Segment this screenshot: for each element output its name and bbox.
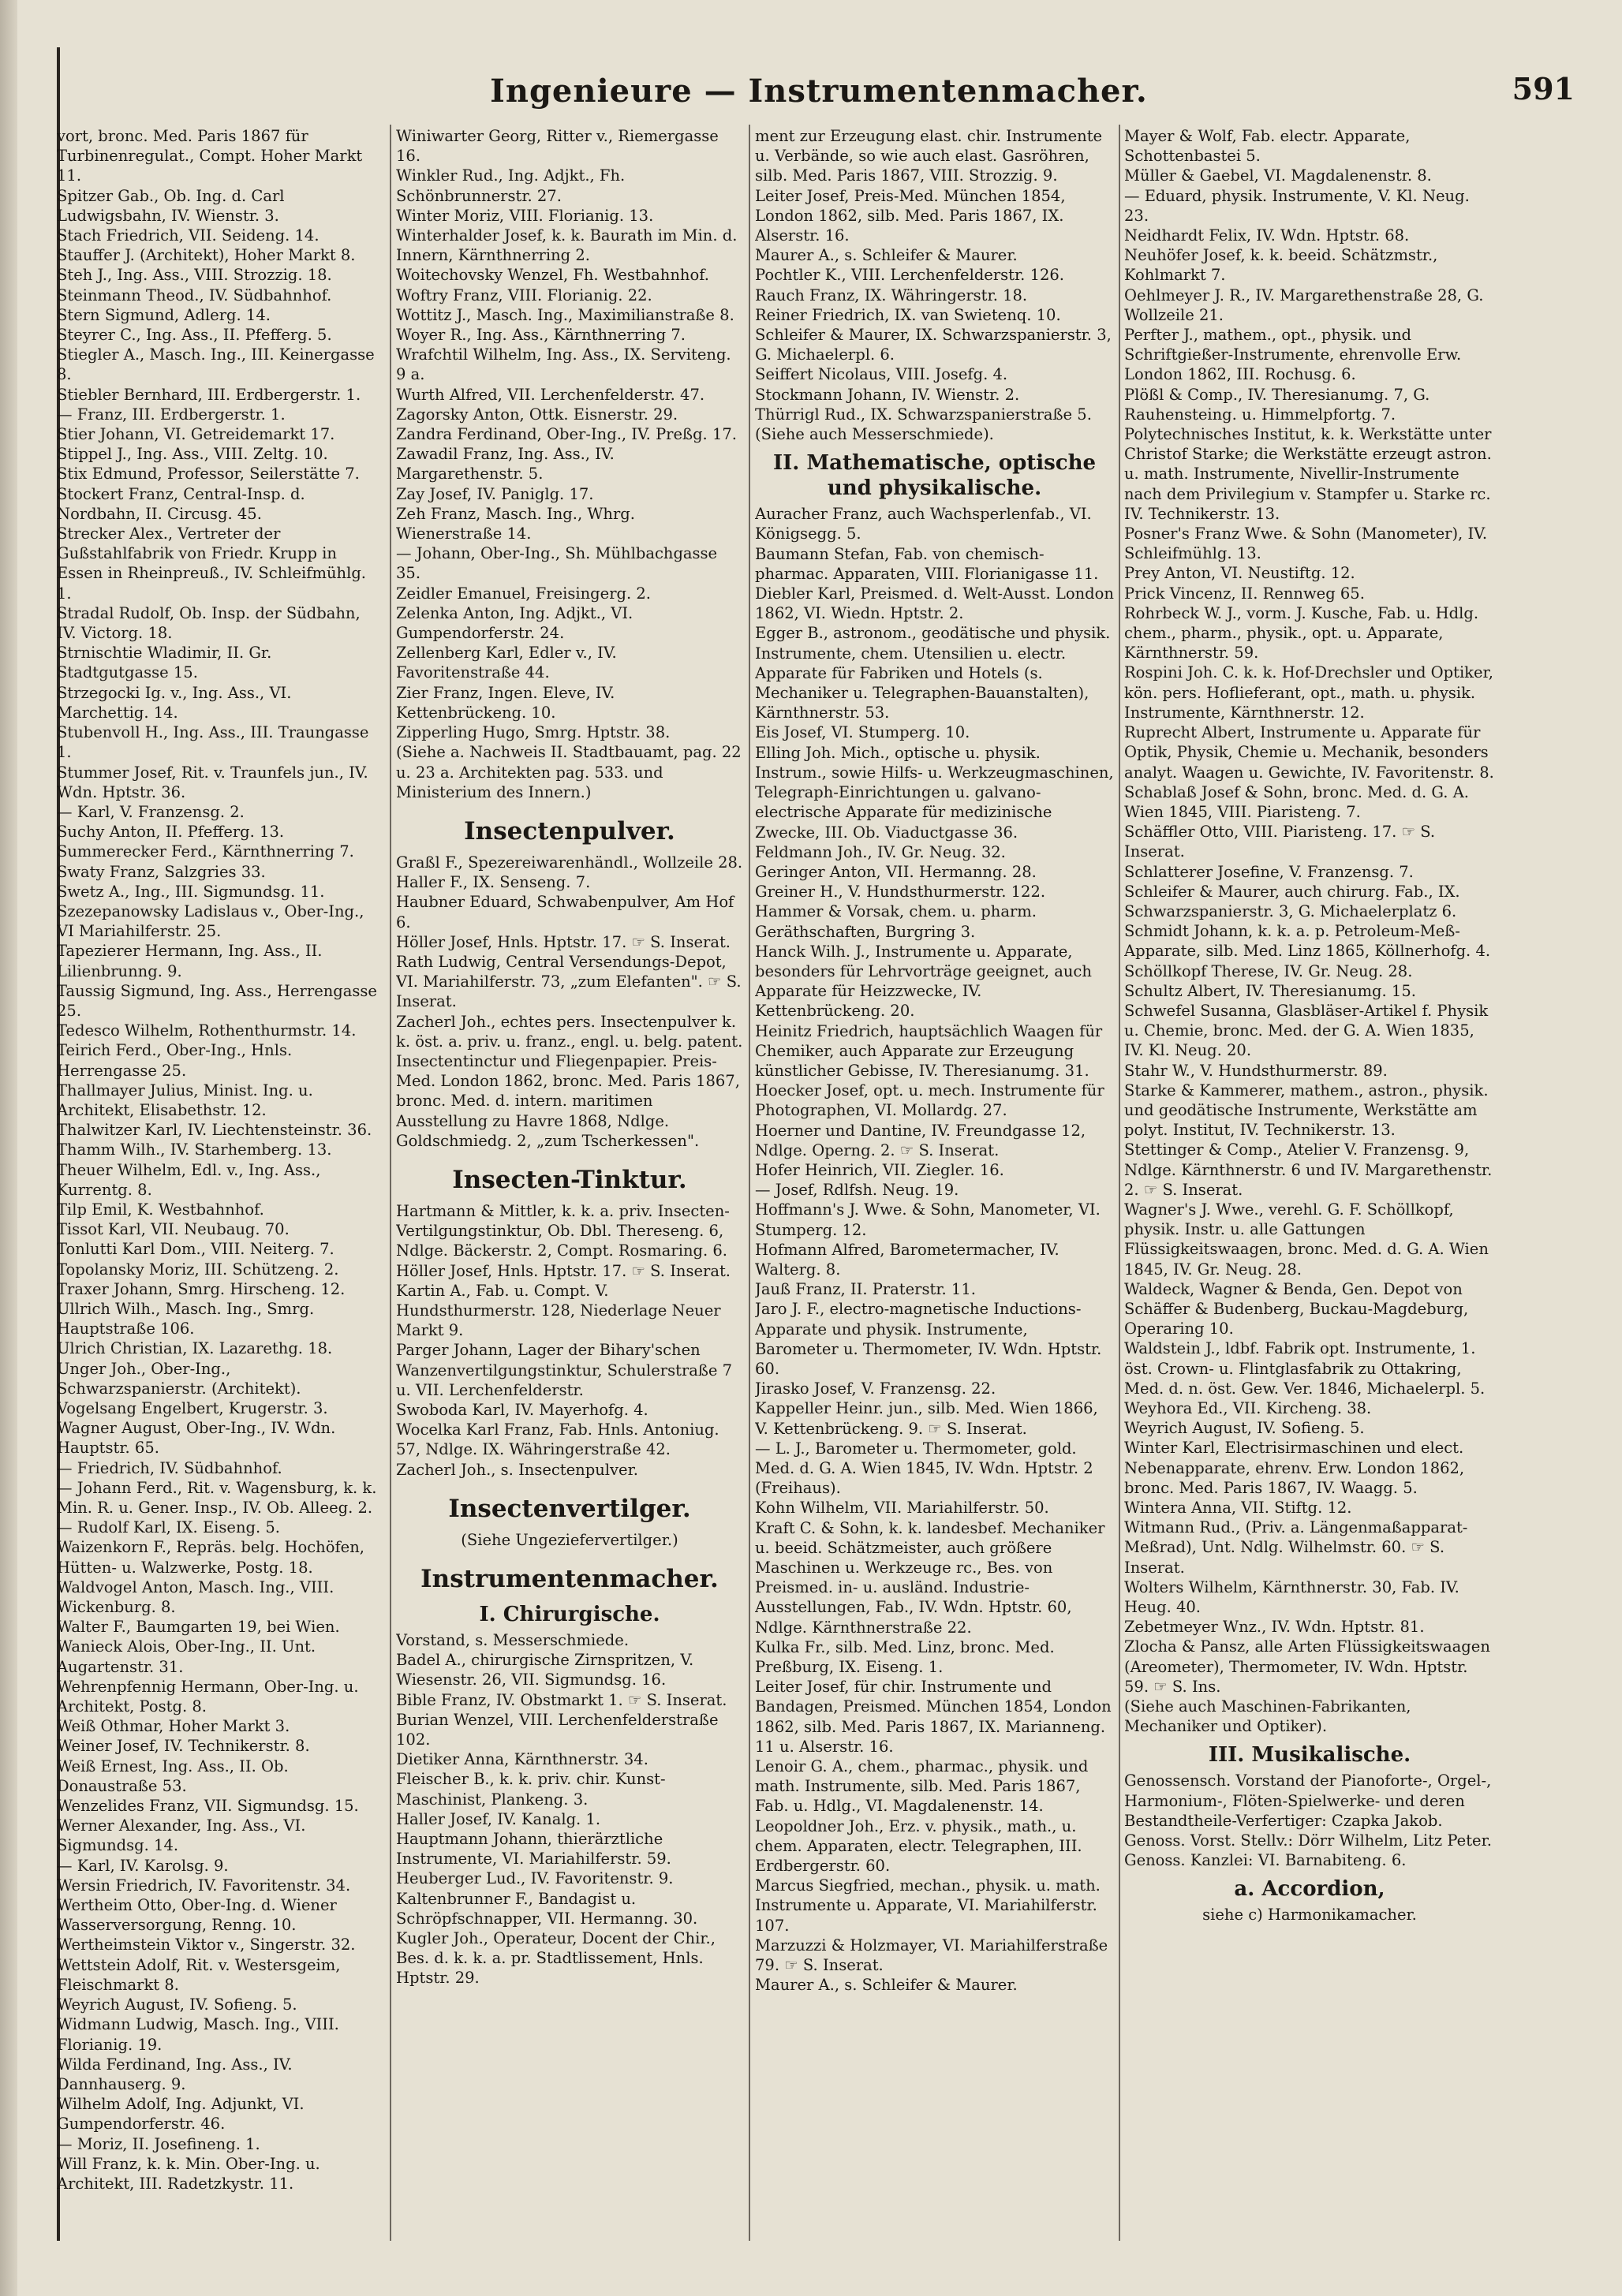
directory-entry: Werner Alexander, Ing. Ass., VI. Sigmundsg. 14. xyxy=(57,1816,306,1855)
directory-entry: Maurer A., s. Schleifer & Maurer. xyxy=(755,1976,1018,1995)
directory-entry: Kappeller Heinr. jun., silb. Med. Wien 1866, V. Kettenbrückeng. 9. ☞ S. Inserat. xyxy=(755,1399,1098,1438)
directory-entry: Summerecker Ferd., Kärnthnerring 7. xyxy=(57,842,354,861)
directory-entry: Winter Karl, Electrisirmaschinen und elect. Nebenapparate, ehrenv. Erw. London 1862, bronc. Med. Paris 1867, IV. Waagg. 5. xyxy=(1124,1439,1465,1497)
directory-entry: Neuhöfer Josef, k. k. beeid. Schätzmstr., Kohlmarkt 7. xyxy=(1124,246,1438,285)
directory-entry: Thamm Wilh., IV. Starhemberg. 13. xyxy=(57,1141,332,1159)
directory-entry: Zacherl Joh., s. Insectenpulver. xyxy=(396,1460,638,1479)
directory-entry: Oehlmeyer J. R., IV. Margarethenstraße 28, G. Wollzeile 21. xyxy=(1124,286,1484,324)
directory-entry: Strzegocki Ig. v., Ing. Ass., VI. Marchettig. 14. xyxy=(57,683,292,722)
directory-entry: Weyrich August, IV. Sofieng. 5. xyxy=(1124,1419,1365,1438)
directory-entry: Kulka Fr., silb. Med. Linz, bronc. Med. Preßburg, IX. Eiseng. 1. xyxy=(755,1637,1055,1677)
directory-entry: Zacherl Joh., echtes pers. Insectenpulver k. k. öst. a. priv. u. franz., engl. u. belg. patent. Insectentinctur und Fliegenpapier. Preis-Med. London 1862, bronc. Med. Paris 1867, bronc. Med. d. intern. maritimen Ausstellung zu Havre 1868, Ndlge. Goldschmiedg. 2, „zum Tscherkessen". xyxy=(396,1012,743,1150)
directory-entry: Wertheim Otto, Ober-Ing. d. Wiener Wasserversorgung, Renng. 10. xyxy=(57,1896,337,1935)
directory-entry: Hammer & Vorsak, chem. u. pharm. Geräthschaften, Burgring 3. xyxy=(755,902,1037,941)
directory-entry: Egger B., astronom., geodätische und physik. Instrumente, chem. Utensilien u. electr. Apparate für Fabriken und Hotels (s. Mechaniker u. Telegraphen-Bauanstalten), Kärnthnerstr. 53. xyxy=(755,624,1111,722)
directory-entry: Neidhardt Felix, IV. Wdn. Hptstr. 68. xyxy=(1124,226,1410,245)
directory-entry: Ulrich Christian, IX. Lazarethg. 18. xyxy=(57,1339,333,1358)
directory-entry: Tedesco Wilhelm, Rothenthurmstr. 14. xyxy=(57,1021,357,1040)
directory-entry: Rauch Franz, IX. Währingerstr. 18. xyxy=(755,286,1028,304)
subsection-heading-chirurgische: I. Chirurgische. xyxy=(479,1603,660,1626)
cross-reference-note: (Siehe Ungeziefervertilger.) xyxy=(461,1530,678,1549)
directory-entry: Ruprecht Albert, Instrumente u. Apparate für Optik, Physik, Chemie u. Mechanik, besonders analyt. Waagen u. Gewichte, IV. Favoritenstr. 8. xyxy=(1124,723,1494,782)
directory-entry: Waizenkorn F., Repräs. belg. Hochöfen, Hütten- u. Walzwerke, Postg. 18. xyxy=(57,1538,364,1577)
directory-entry: Stradal Rudolf, Ob. Insp. der Südbahn, IV. Victorg. 18. xyxy=(57,603,361,643)
directory-entry: Tapezierer Hermann, Ing. Ass., II. Lilienbrunng. 9. xyxy=(57,942,323,980)
directory-entry: Woitechovsky Wenzel, Fh. Westbahnhof. xyxy=(396,266,709,285)
directory-entry: ment zur Erzeugung elast. chir. Instrumente u. Verbände, so wie auch elast. Gasröhren, silb. Med. Paris 1867, VIII. Strozzig. 9. xyxy=(755,127,1103,185)
directory-entry: Mayer & Wolf, Fab. electr. Apparate, Schottenbastei 5. xyxy=(1124,127,1411,166)
directory-entry: (Siehe auch Maschinen-Fabrikanten, Mechaniker und Optiker). xyxy=(1124,1697,1411,1736)
directory-entry: Geringer Anton, VII. Hermanng. 28. xyxy=(755,862,1037,881)
directory-entry: Waldstein J., ldbf. Fabrik opt. Instrumente, 1. öst. Crown- u. Flintglasfabrik zu Ottakring, Med. d. n. öst. Gew. Ver. 1846, Michaelerpl. 5. xyxy=(1124,1339,1486,1398)
directory-entry: Genoss. Kanzlei: VI. Barnabiteng. 6. xyxy=(1124,1851,1407,1870)
directory-entry: Eis Josef, VI. Stumperg. 10. xyxy=(755,723,970,742)
directory-entry: Stahr W., V. Hundsthurmerstr. 89. xyxy=(1124,1061,1388,1080)
directory-entry: Traxer Johann, Smrg. Hirscheng. 12. xyxy=(57,1279,346,1298)
directory-entry: Steyrer C., Ing. Ass., II. Pfefferg. 5. xyxy=(57,326,332,345)
page-header xyxy=(63,63,1575,118)
directory-entry: Haller Josef, IV. Kanalg. 1. xyxy=(396,1809,601,1828)
directory-entry: Wocelka Karl Franz, Fab. Hnls. Antoniug. 57, Ndlge. IX. Währingerstraße 42. xyxy=(396,1421,719,1459)
directory-entry: Badel A., chirurgische Zirnspritzen, V. Wiesenstr. 26, VII. Sigmundsg. 16. xyxy=(396,1651,694,1689)
directory-entry: Wettstein Adolf, Rit. v. Westersgeim, Fleischmarkt 8. xyxy=(57,1955,341,1994)
directory-entry: Witmann Rud., (Priv. a. Längenmaßapparat-Meßrad), Unt. Ndlg. Wilhelmstr. 60. ☞ S. Inserat. xyxy=(1124,1518,1468,1577)
directory-entry: Wurth Alfred, VII. Lerchenfelderstr. 47. xyxy=(396,385,705,404)
directory-entry: Maurer A., s. Schleifer & Maurer. xyxy=(755,246,1018,265)
directory-entry: Lenoir G. A., chem., pharmac., physik. und math. Instrumente, silb. Med. Paris 1867, Fab. u. Hdlg., VI. Magdalenenstr. 14. xyxy=(755,1757,1089,1816)
directory-entry: Genossensch. Vorstand der Pianoforte-, Orgel-, Harmonium-, Flöten-Spielwerke- und deren Bestandtheile-Verfertiger: Czapka Jakob. xyxy=(1124,1771,1492,1830)
directory-entry: Rohrbeck W. J., vorm. J. Kusche, Fab. u. Hdlg. chem., pharm., physik., opt. u. Apparate, Kärnthnerstr. 59. xyxy=(1124,603,1479,663)
directory-entry: Winterhalder Josef, k. k. Baurath im Min. d. Innern, Kärnthnerring 2. xyxy=(396,226,738,265)
directory-entry: Wenzelides Franz, VII. Sigmundsg. 15. xyxy=(57,1797,359,1816)
section-heading-insectenvertilger: Insectenvertilger. xyxy=(448,1494,691,1523)
directory-entry: Suchy Anton, II. Pfefferg. 13. xyxy=(57,823,285,842)
directory-entry: Elling Joh. Mich., optische u. physik. Instrum., sowie Hilfs- u. Werkzeugmaschinen, Telegraph-Einrichtungen u. galvano-electrische Apparate für medizinische Zwecke, III. Ob. Viaductgasse 36. xyxy=(755,743,1114,842)
directory-entry: Seiffert Nicolaus, VIII. Josefg. 4. xyxy=(755,365,1008,384)
directory-entry: — Rudolf Karl, IX. Eiseng. 5. xyxy=(57,1518,281,1537)
directory-entry: Woftry Franz, VIII. Florianig. 22. xyxy=(396,286,652,304)
directory-entry: Baumann Stefan, Fab. von chemisch-pharmac. Apparaten, VIII. Florianigasse 11. xyxy=(755,544,1099,583)
directory-entry: — Johann Ferd., Rit. v. Wagensburg, k. k. Min. R. u. Gener. Insp., IV. Ob. Alleeg. 2. xyxy=(57,1478,377,1518)
directory-entry: Stockmann Johann, IV. Wienstr. 2. xyxy=(755,385,1020,404)
directory-entry: Greiner H., V. Hundsthurmerstr. 122. xyxy=(755,883,1046,902)
directory-entry: — Eduard, physik. Instrumente, V. Kl. Neug. 23. xyxy=(1124,186,1470,225)
directory-entry: Zagorsky Anton, Ottk. Eisnerstr. 29. xyxy=(396,405,678,424)
directory-entry: — Friedrich, IV. Südbahnhof. xyxy=(57,1458,282,1477)
directory-entry: Starke & Kammerer, mathem., astron., physik. und geodätische Instrumente, Werkstätte am polyt. Institut, IV. Technikerstr. 13. xyxy=(1124,1081,1489,1140)
directory-entry: Auracher Franz, auch Wachsperlenfab., VI. Königsegg. 5. xyxy=(755,505,1092,543)
directory-entry: Hoerner und Dantine, IV. Freundgasse 12, Ndlge. Operng. 2. ☞ S. Inserat. xyxy=(755,1121,1086,1159)
directory-entry: Waldeck, Wagner & Benda, Gen. Depot von Schäffer & Budenberg, Buckau-Magdeburg, Operaring 10. xyxy=(1124,1279,1469,1338)
directory-entry: Schablaß Josef & Sohn, bronc. Med. d. G. A. Wien 1845, VIII. Piaristeng. 7. xyxy=(1124,782,1469,821)
directory-entry: Weyrich August, IV. Sofieng. 5. xyxy=(57,1995,297,2014)
section-heading-insecten-tinktur: Insecten-Tinktur. xyxy=(452,1165,687,1194)
entry-list xyxy=(755,126,1114,444)
directory-entry: Jirasko Josef, V. Franzensg. 22. xyxy=(755,1379,996,1398)
directory-entry: Zay Josef, IV. Paniglg. 17. xyxy=(396,484,594,503)
subsection-heading-musikalische: III. Musikalische. xyxy=(1208,1743,1411,1768)
directory-entry: Heuberger Lud., IV. Favoritenstr. 9. xyxy=(396,1869,674,1888)
directory-entry: Schäffler Otto, VIII. Piaristeng. 17. ☞ S. Inserat. xyxy=(1124,823,1436,861)
directory-entry: Wagner's J. Wwe., verehl. G. F. Schöllkopf, physik. Instr. u. alle Gattungen Flüssigkeitswaagen, bronc. Med. d. G. A. Wien 1845, IV. Gr. Neug. 28. xyxy=(1124,1200,1489,1279)
directory-entry: Zandra Ferdinand, Ober-Ing., IV. Preßg. 17. xyxy=(396,425,737,444)
directory-entry: Weyhora Ed., VII. Kircheng. 38. xyxy=(1124,1399,1372,1417)
directory-entry: Rospini Joh. C. k. k. Hof-Drechsler und Optiker, kön. pers. Hoflieferant, opt., math. u. physik. Instrumente, Kärnthnerstr. 12. xyxy=(1124,663,1493,722)
directory-entry: Prey Anton, VI. Neustiftg. 12. xyxy=(1124,564,1355,583)
directory-entry: Widmann Ludwig, Masch. Ing., VIII. Florianig. 19. xyxy=(57,2015,339,2054)
directory-entry: Wertheimstein Viktor v., Singerstr. 32. xyxy=(57,1936,356,1954)
directory-entry: Spitzer Gab., Ob. Ing. d. Carl Ludwigsbahn, IV. Wienstr. 3. xyxy=(57,186,285,225)
column-divider xyxy=(390,125,391,2241)
directory-entry: Höller Josef, Hnls. Hptstr. 17. ☞ S. Inserat. xyxy=(396,932,731,951)
directory-entry: Dietiker Anna, Kärnthnerstr. 34. xyxy=(396,1750,648,1769)
directory-entry: Wersin Friedrich, IV. Favoritenstr. 34. xyxy=(57,1876,351,1895)
directory-entry: Walter F., Baumgarten 19, bei Wien. xyxy=(57,1618,340,1637)
entry-list xyxy=(396,126,743,802)
cross-reference-note: siehe c) Harmonikamacher. xyxy=(1202,1906,1417,1925)
directory-entry: Wintera Anna, VII. Stiftg. 12. xyxy=(1124,1499,1352,1518)
directory-entry: Polytechnisches Institut, k. k. Werkstätte unter Christof Starke; die Werkstätte erzeugt astron. u. math. Instrumente, Nivellir-Instrumente nach dem Privilegium v. Stampfer u. Starke rc. IV. Technikerstr. 13. xyxy=(1124,425,1492,523)
directory-entry: Wottitz J., Masch. Ing., Maximilianstraße 8. xyxy=(396,305,734,324)
directory-entry: Leiter Josef, Preis-Med. München 1854, London 1862, silb. Med. Paris 1867, IX. Alserstr. 16. xyxy=(755,186,1066,245)
directory-entry: Zier Franz, Ingen. Eleve, IV. Kettenbrückeng. 10. xyxy=(396,683,615,722)
directory-entry: — Karl, IV. Karolsg. 9. xyxy=(57,1856,229,1875)
directory-entry: Teirich Ferd., Ober-Ing., Hnls. Herrengasse 25. xyxy=(57,1041,293,1080)
directory-entry: Steh J., Ing. Ass., VIII. Strozzig. 18. xyxy=(57,266,332,285)
directory-entry: Waldvogel Anton, Masch. Ing., VIII. Wickenburg. 8. xyxy=(57,1577,334,1617)
directory-entry: Topolansky Moriz, III. Schützeng. 2. xyxy=(57,1260,339,1279)
directory-entry: Wolters Wilhelm, Kärnthnerstr. 30, Fab. IV. Heug. 40. xyxy=(1124,1577,1459,1617)
directory-entry: Marcus Siegfried, mechan., physik. u. math. Instrumente u. Apparate, VI. Mariahilferstr. 107. xyxy=(755,1876,1101,1935)
directory-entry: Kaltenbrunner F., Bandagist u. Schröpfschnapper, VII. Hermanng. 30. xyxy=(396,1889,698,1928)
directory-entry: Schleifer & Maurer, auch chirurg. Fab., IX. Schwarzspanierstr. 3, G. Michaelerplatz 6. xyxy=(1124,882,1460,920)
directory-entry: Leiter Josef, für chir. Instrumente und Bandagen, Preismed. München 1854, London 1862, silb. Med. Paris 1867, IX. Marianneng. 11 u. Alserstr. 16. xyxy=(755,1678,1112,1756)
column-2 xyxy=(396,126,743,1988)
directory-entry: Stubenvoll H., Ing. Ass., III. Traungasse 1. xyxy=(57,723,369,762)
directory-entry: Szezepanowsky Ladislaus v., Ober-Ing., VI Mariahilferstr. 25. xyxy=(57,902,364,941)
directory-entry: Hofmann Alfred, Barometermacher, IV. Walterg. 8. xyxy=(755,1240,1060,1279)
directory-entry: — Josef, Rdlfsh. Neug. 19. xyxy=(755,1181,959,1200)
entry-list xyxy=(1124,126,1495,1736)
directory-entry: Vogelsang Engelbert, Krugerstr. 3. xyxy=(57,1399,328,1417)
directory-entry: Tissot Karl, VII. Neubaug. 70. xyxy=(57,1220,290,1239)
directory-entry: Zebetmeyer Wnz., IV. Wdn. Hptstr. 81. xyxy=(1124,1618,1425,1637)
directory-entry: Schultz Albert, IV. Theresianumg. 15. xyxy=(1124,981,1416,1000)
directory-entry: Marzuzzi & Holzmayer, VI. Mariahilferstraße 79. ☞ S. Inserat. xyxy=(755,1936,1108,1975)
entry-list xyxy=(396,1630,743,1988)
directory-entry: Wehrenpfennig Hermann, Ober-Ing. u. Architekt, Postg. 8. xyxy=(57,1677,359,1716)
column-divider xyxy=(1119,125,1120,2241)
directory-entry: Will Franz, k. k. Min. Ober-Ing. u. Architekt, III. Radetzkystr. 11. xyxy=(57,2154,320,2193)
directory-entry: Stippel J., Ing. Ass., VIII. Zeltg. 10. xyxy=(57,445,328,464)
directory-entry: Thürrigl Rud., IX. Schwarzspanierstraße 5. xyxy=(755,405,1092,424)
directory-entry: Swoboda Karl, IV. Mayerhofg. 4. xyxy=(396,1400,648,1419)
directory-entry: Haller F., IX. Senseng. 7. xyxy=(396,873,591,892)
directory-entry: Zipperling Hugo, Smrg. Hptstr. 38. xyxy=(396,723,671,742)
directory-entry: Ullrich Wilh., Masch. Ing., Smrg. Hauptstraße 106. xyxy=(57,1299,315,1338)
directory-entry: Heinitz Friedrich, hauptsächlich Waagen für Chemiker, auch Apparate zur Erzeugung künstlicher Gebisse, IV. Theresianumg. 31. xyxy=(755,1021,1103,1080)
directory-entry: Feldmann Joh., IV. Gr. Neug. 32. xyxy=(755,842,1006,861)
directory-entry: Weiner Josef, IV. Technikerstr. 8. xyxy=(57,1737,310,1756)
directory-entry: (Siehe a. Nachweis II. Stadtbauamt, pag. 22 u. 23 a. Architekten pag. 533. und Ministerium des Innern.) xyxy=(396,743,742,801)
directory-entry: Stauffer J. (Architekt), Hoher Markt 8. xyxy=(57,246,356,265)
directory-entry: (Siehe auch Messerschmiede). xyxy=(755,425,994,444)
page-number: 591 xyxy=(1512,71,1575,106)
directory-entry: Theuer Wilhelm, Edl. v., Ing. Ass., Kurrentg. 8. xyxy=(57,1160,321,1199)
directory-entry: Burian Wenzel, VIII. Lerchenfelderstraße 102. xyxy=(396,1710,719,1749)
directory-entry: Strnischtie Wladimir, II. Gr. Stadtgutgasse 15. xyxy=(57,644,272,682)
directory-entry: Stier Johann, VI. Getreidemarkt 17. xyxy=(57,425,335,444)
section-heading-instrumentenmacher: Instrumentenmacher. xyxy=(420,1565,719,1593)
directory-entry: Hoecker Josef, opt. u. mech. Instrumente für Photographen, VI. Mollardg. 27. xyxy=(755,1081,1104,1120)
directory-entry: Winiwarter Georg, Ritter v., Riemergasse 16. xyxy=(396,127,719,166)
directory-entry: Pochtler K., VIII. Lerchenfelderstr. 126. xyxy=(755,266,1064,285)
directory-entry: Leopoldner Joh., Erz. v. physik., math., u. chem. Apparaten, electr. Telegraphen, III. Erdbergerstr. 60. xyxy=(755,1816,1082,1876)
directory-entry: Stiegler A., Masch. Ing., III. Keinergasse 8. xyxy=(57,345,375,384)
directory-entry: Prick Vincenz, II. Rennweg 65. xyxy=(1124,584,1365,603)
directory-entry: Steinmann Theod., IV. Südbahnhof. xyxy=(57,286,332,304)
directory-entry: Höller Josef, Hnls. Hptstr. 17. ☞ S. Inserat. xyxy=(396,1261,731,1280)
column-1 xyxy=(57,126,384,2193)
directory-entry: Tonlutti Karl Dom., VIII. Neiterg. 7. xyxy=(57,1240,334,1259)
directory-entry: Weiß Ernest, Ing. Ass., II. Ob. Donaustraße 53. xyxy=(57,1757,289,1795)
directory-entry: Jaro J. F., electro-magnetische Inductions-Apparate und physik. Instrumente, Barometer u. Thermometer, IV. Wdn. Hptstr. 60. xyxy=(755,1300,1102,1378)
directory-entry: Rath Ludwig, Central Versendungs-Depot, VI. Mariahilferstr. 73, „zum Elefanten". ☞ S. Inserat. xyxy=(396,952,742,1011)
directory-entry: Stach Friedrich, VII. Seideng. 14. xyxy=(57,226,320,245)
directory-entry: Kartin A., Fab. u. Compt. V. Hundsthurmerstr. 128, Niederlage Neuer Markt 9. xyxy=(396,1281,721,1340)
directory-entry: Hoffmann's J. Wwe. & Sohn, Manometer, VI. Stumperg. 12. xyxy=(755,1200,1101,1239)
directory-entry: — Franz, III. Erdbergerstr. 1. xyxy=(57,405,286,424)
directory-entry: Tilp Emil, K. Westbahnhof. xyxy=(57,1200,264,1219)
directory-entry: Bible Franz, IV. Obstmarkt 1. ☞ S. Inserat. xyxy=(396,1690,727,1709)
directory-entry: Unger Joh., Ober-Ing., Schwarzspanierstr. (Architekt). xyxy=(57,1359,301,1398)
directory-entry: Stockert Franz, Central-Insp. d. Nordbahn, II. Circusg. 45. xyxy=(57,484,305,523)
directory-entry: Wanieck Alois, Ober-Ing., II. Unt. Augartenstr. 31. xyxy=(57,1637,316,1676)
directory-entry: Wagner August, Ober-Ing., IV. Wdn. Hauptstr. 65. xyxy=(57,1419,336,1458)
directory-entry: Stiebler Bernhard, III. Erdbergerstr. 1. xyxy=(57,385,361,404)
directory-entry: Kugler Joh., Operateur, Docent der Chir., Bes. d. k. k. a. pr. Stadtlissement, Hnls. Hptstr. 29. xyxy=(396,1929,716,1988)
directory-entry: — Karl, V. Franzensg. 2. xyxy=(57,802,245,821)
directory-entry: Zelenka Anton, Ing. Adjkt., VI. Gumpendorferstr. 24. xyxy=(396,603,633,643)
directory-entry: Zeh Franz, Masch. Ing., Whrg. Wienerstraße 14. xyxy=(396,504,635,543)
directory-entry: Posner's Franz Wwe. & Sohn (Manometer), IV. Schleifmühlg. 13. xyxy=(1124,525,1488,563)
directory-entry: — L. J., Barometer u. Thermometer, gold. Med. d. G. A. Wien 1845, IV. Wdn. Hptstr. 2 (Freihaus). xyxy=(755,1439,1093,1498)
directory-entry: Zellenberg Karl, Edler v., IV. Favoritenstraße 44. xyxy=(396,644,617,682)
directory-entry: Hanck Wilh. J., Instrumente u. Apparate, besonders für Lehrvorträge geeignet, auch Apparate für Heizzwecke, IV. Kettenbrückeng. 20. xyxy=(755,942,1092,1021)
column-4 xyxy=(1124,126,1495,1930)
directory-entry: Hauptmann Johann, thierärztliche Instrumente, VI. Mariahilferstr. 59. xyxy=(396,1830,671,1869)
directory-entry: Plößl & Comp., IV. Theresianumg. 7, G. Rauhensteing. u. Himmelpfortg. 7. xyxy=(1124,385,1430,424)
directory-entry: Reiner Friedrich, IX. van Swietenq. 10. xyxy=(755,305,1061,324)
page-edge-shadow xyxy=(0,0,17,2296)
directory-entry: Swetz A., Ing., III. Sigmundsg. 11. xyxy=(57,882,325,901)
directory-entry: Kraft C. & Sohn, k. k. landesbef. Mechaniker u. beeid. Schätzmeister, auch größere Maschinen u. Werkzeuge rc., Bes. von Preismed. in- u. ausländ. Industrie-Ausstellungen, Fab., IV. Wdn. Hptstr. 60, Ndlge. Kärnthnerstraße 22. xyxy=(755,1518,1105,1637)
directory-entry: — Johann, Ober-Ing., Sh. Mühlbachgasse 35. xyxy=(396,544,718,583)
directory-entry: Zeidler Emanuel, Freisingerg. 2. xyxy=(396,584,652,603)
directory-entry: Hofer Heinrich, VII. Ziegler. 16. xyxy=(755,1160,1004,1179)
directory-entry: Schwefel Susanna, Glasbläser-Artikel f. Physik u. Chemie, bronc. Med. der G. A. Wien 1835, IV. Kl. Neug. 20. xyxy=(1124,1001,1489,1060)
directory-entry: Schlatterer Josefine, V. Franzensg. 7. xyxy=(1124,862,1414,881)
directory-entry: Kohn Wilhelm, VII. Mariahilferstr. 50. xyxy=(755,1499,1049,1518)
directory-entry: Haubner Eduard, Schwabenpulver, Am Hof 6. xyxy=(396,893,734,931)
directory-entry: Zlocha & Pansz, alle Arten Flüssigkeitswaagen (Areometer), Thermometer, IV. Wdn. Hptstr. 59. ☞ S. Ins. xyxy=(1124,1637,1490,1696)
entry-list xyxy=(396,853,743,1151)
directory-entry: Stummer Josef, Rit. v. Traunfels jun., IV. Wdn. Hptstr. 36. xyxy=(57,763,368,801)
directory-entry: Schmidt Johann, k. k. a. p. Petroleum-Meß-Apparate, silb. Med. Linz 1865, Köllnerhofg. 4. xyxy=(1124,922,1491,961)
directory-entry: Woyer R., Ing. Ass., Kärnthnerring 7. xyxy=(396,326,686,345)
column-3 xyxy=(755,126,1114,1995)
directory-entry: Graßl F., Spezereiwarenhändl., Wollzeile 28. xyxy=(396,853,743,872)
directory-entry: Strecker Alex., Vertreter der Gußstahlfabrik von Friedr. Krupp in Essen in Rheinpreuß., IV. Schleifmühlg. 1. xyxy=(57,525,367,603)
directory-entry: Hartmann & Mittler, k. k. a. priv. Insecten-Vertilgungstinktur, Ob. Dbl. Thereseng. 6, Ndlge. Bäckerstr. 2, Compt. Rosmaring. 6. xyxy=(396,1201,730,1260)
directory-entry: Fleischer B., k. k. priv. chir. Kunst-Maschinist, Plankeng. 3. xyxy=(396,1770,666,1809)
subsection-heading-mathematische: II. Mathematische, optische und physikalische. xyxy=(772,451,1097,501)
directory-entry: Swaty Franz, Salzgries 33. xyxy=(57,862,266,881)
directory-entry: Diebler Karl, Preismed. d. Welt-Ausst. London 1862, VI. Wiedn. Hptstr. 2. xyxy=(755,584,1114,623)
directory-entry: Weiß Othmar, Hoher Markt 3. xyxy=(57,1717,290,1736)
column-divider xyxy=(749,125,750,2241)
entry-list xyxy=(755,504,1114,1995)
directory-entry: Stettinger & Comp., Atelier V. Franzensg. 9, Ndlge. Kärnthnerstr. 6 und IV. Margarethenstr. 2. ☞ S. Inserat. xyxy=(1124,1141,1493,1199)
directory-entry: Schleifer & Maurer, IX. Schwarzspanierstr. 3, G. Michaelerpl. 6. xyxy=(755,326,1112,364)
directory-entry: Wrafchtil Wilhelm, Ing. Ass., IX. Serviteng. 9 a. xyxy=(396,345,731,384)
directory-entry: Taussig Sigmund, Ing. Ass., Herrengasse 25. xyxy=(57,981,377,1020)
directory-entry: Stern Sigmund, Adlerg. 14. xyxy=(57,305,271,324)
directory-entry: Zawadil Franz, Ing. Ass., IV. Margarethenstr. 5. xyxy=(396,445,615,483)
directory-entry: Jauß Franz, II. Praterstr. 11. xyxy=(755,1280,976,1299)
directory-entry: Winkler Rud., Ing. Adjkt., Fh. Schönbrunnerstr. 27. xyxy=(396,166,626,205)
directory-entry: Müller & Gaebel, VI. Magdalenenstr. 8. xyxy=(1124,166,1432,185)
directory-entry: Schöllkopf Therese, IV. Gr. Neug. 28. xyxy=(1124,961,1413,980)
directory-entry: Wilhelm Adolf, Ing. Adjunkt, VI. Gumpendorferstr. 46. xyxy=(57,2095,305,2134)
directory-entry: Parger Johann, Lager der Bihary'schen Wanzenvertilgungstinktur, Schulerstraße 7 u. VII. Lerchenfelderstr. xyxy=(396,1341,733,1399)
entry-list xyxy=(1124,1771,1495,1870)
directory-entry: Wilda Ferdinand, Ing. Ass., IV. Dannhauserg. 9. xyxy=(57,2055,293,2093)
directory-entry: Vorstand, s. Messerschmiede. xyxy=(396,1631,630,1649)
directory-entry: Stix Edmund, Professor, Seilerstätte 7. xyxy=(57,465,360,483)
directory-entry: Genoss. Vorst. Stellv.: Dörr Wilhelm, Litz Peter. xyxy=(1124,1831,1492,1850)
entry-list xyxy=(396,1201,743,1480)
entry-list xyxy=(57,126,384,2193)
directory-entry: Winter Moriz, VIII. Florianig. 13. xyxy=(396,206,654,225)
directory-entry: vort, bronc. Med. Paris 1867 für Turbinenregulat., Compt. Hoher Markt 11. xyxy=(57,127,363,185)
directory-entry: Perfter J., mathem., opt., physik. und Schriftgießer-Instrumente, ehrenvolle Erw. London 1862, III. Rochusg. 6. xyxy=(1124,326,1462,384)
subsection-heading-accordion: a. Accordion, xyxy=(1234,1877,1385,1902)
directory-entry: Thalwitzer Karl, IV. Liechtensteinstr. 36. xyxy=(57,1121,372,1140)
directory-entry: — Moriz, II. Josefineng. 1. xyxy=(57,2134,260,2153)
running-head-title: Ingenieure — Instrumentenmacher. xyxy=(490,73,1148,110)
section-heading-insectenpulver: Insectenpulver. xyxy=(464,816,675,846)
directory-entry: Thallmayer Julius, Minist. Ing. u. Architekt, Elisabethstr. 12. xyxy=(57,1081,313,1119)
